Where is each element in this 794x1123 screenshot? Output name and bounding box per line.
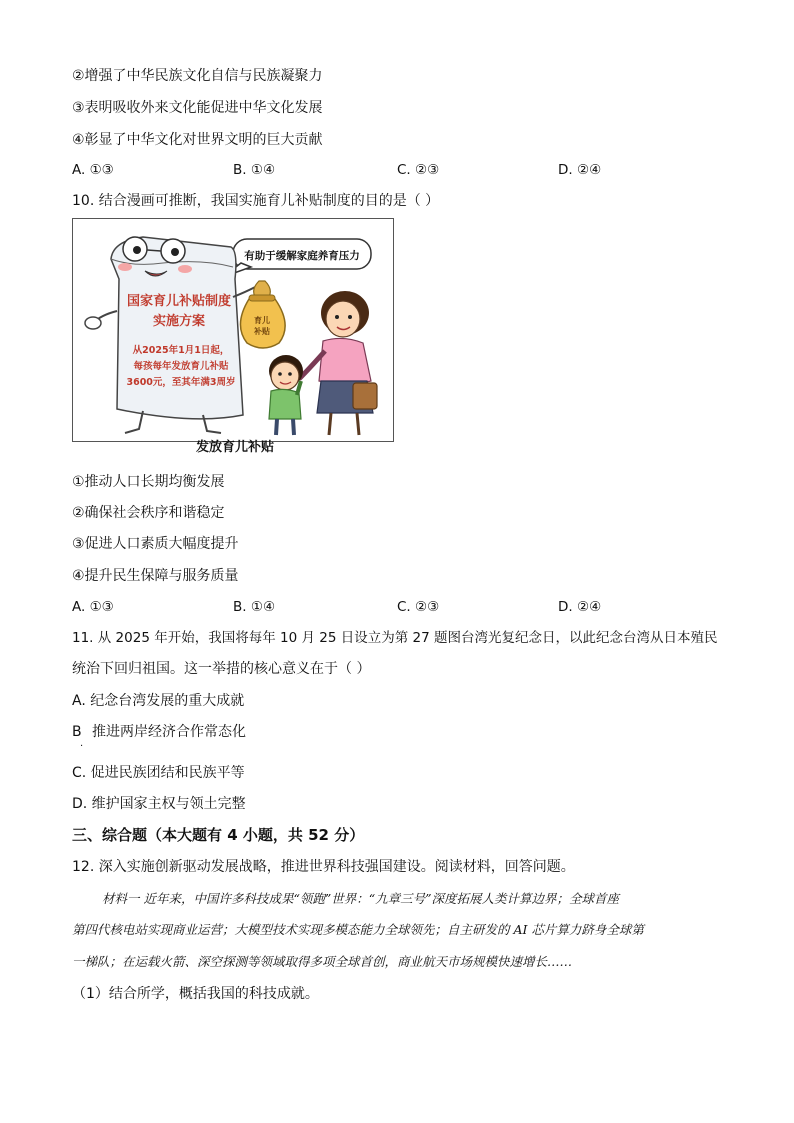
doc-title-line1: 国家育儿补贴制度 [126, 294, 232, 309]
q10-item-2: ②确保社会秩序和谐稳定 [72, 505, 225, 521]
bag-label-line1: 育儿 [254, 316, 270, 325]
cartoon-caption: 发放育儿补贴 [196, 440, 275, 455]
q9-option-a: A. ①③ [72, 162, 114, 178]
q12-stem: 12. 深入实施创新驱动发展战略，推进世界科技强国建设。阅读材料，回答问题。 [72, 859, 575, 875]
section-heading: 三、综合题（本大题有 4 小题，共 52 分） [72, 826, 365, 844]
q12-material-line1: 材料一 近年来，中国许多科技成果“领跑”世界：“九章三号”深度拓展人类计算边界；全球首座 [102, 891, 620, 906]
q11-stem-line1: 11. 从 2025 年开始，我国将每年 10 月 25 日设立为第 27 题图台湾光复纪念日，以此纪念台湾从日本殖民 [72, 630, 718, 646]
doc-title-line2: 实施方案 [152, 314, 206, 329]
q9-item-2: ②增强了中华民族文化自信与民族凝聚力 [72, 68, 323, 84]
q9-item-3: ③表明吸收外来文化能促进中华文化发展 [72, 100, 323, 116]
q9-item-4: ④彰显了中华文化对世界文明的巨大贡献 [72, 132, 323, 148]
doc-body-line2: 每孩每年发放育儿补贴 [133, 361, 229, 372]
q9-option-c: C. ②③ [397, 162, 440, 178]
bag-label-line2: 补贴 [254, 327, 270, 336]
q10-option-a: A. ①③ [72, 599, 114, 615]
q11-option-d: D. 维护国家主权与领土完整 [72, 796, 246, 812]
q11-option-b-letter: B [72, 724, 82, 740]
q9-option-b: B. ①④ [233, 162, 276, 178]
q11-option-a: A. 纪念台湾发展的重大成就 [72, 693, 245, 709]
q11-option-b-dot: . [80, 738, 84, 749]
q10-option-b: B. ①④ [233, 599, 276, 615]
q10-option-d: D. ②④ [558, 599, 602, 615]
bubble-text: 有助于缓解家庭养育压力 [244, 250, 360, 262]
q12-subquestion-1: （1）结合所学，概括我国的科技成就。 [72, 986, 319, 1002]
q10-option-c: C. ②③ [397, 599, 440, 615]
q9-option-d: D. ②④ [558, 162, 602, 178]
q10-stem: 10. 结合漫画可推断，我国实施育儿补贴制度的目的是（ ） [72, 193, 440, 209]
q10-item-3: ③促进人口素质大幅度提升 [72, 536, 239, 552]
q10-item-1: ①推动人口长期均衡发展 [72, 474, 225, 490]
q11-option-b-text: 推进两岸经济合作常态化 [92, 724, 246, 740]
q11-option-c: C. 促进民族团结和民族平等 [72, 765, 245, 781]
doc-body-line3: 3600元，至其年满3周岁 [126, 377, 236, 388]
doc-body-line1: 从2025年1月1日起， [132, 345, 230, 356]
q10-item-4: ④提升民生保障与服务质量 [72, 568, 239, 584]
q11-stem-line2: 统治下回归祖国。这一举措的核心意义在于（ ） [72, 661, 371, 677]
q12-material-line3: 一梯队；在运载火箭、深空探测等领域取得多项全球首创，商业航天市场规模快速增长…… [72, 954, 573, 969]
q12-material-line2: 第四代核电站实现商业运营；大模型技术实现多模态能力全球领先；自主研发的 AI 芯片算力跻身全球第 [72, 922, 644, 937]
cartoon-image [72, 218, 394, 442]
